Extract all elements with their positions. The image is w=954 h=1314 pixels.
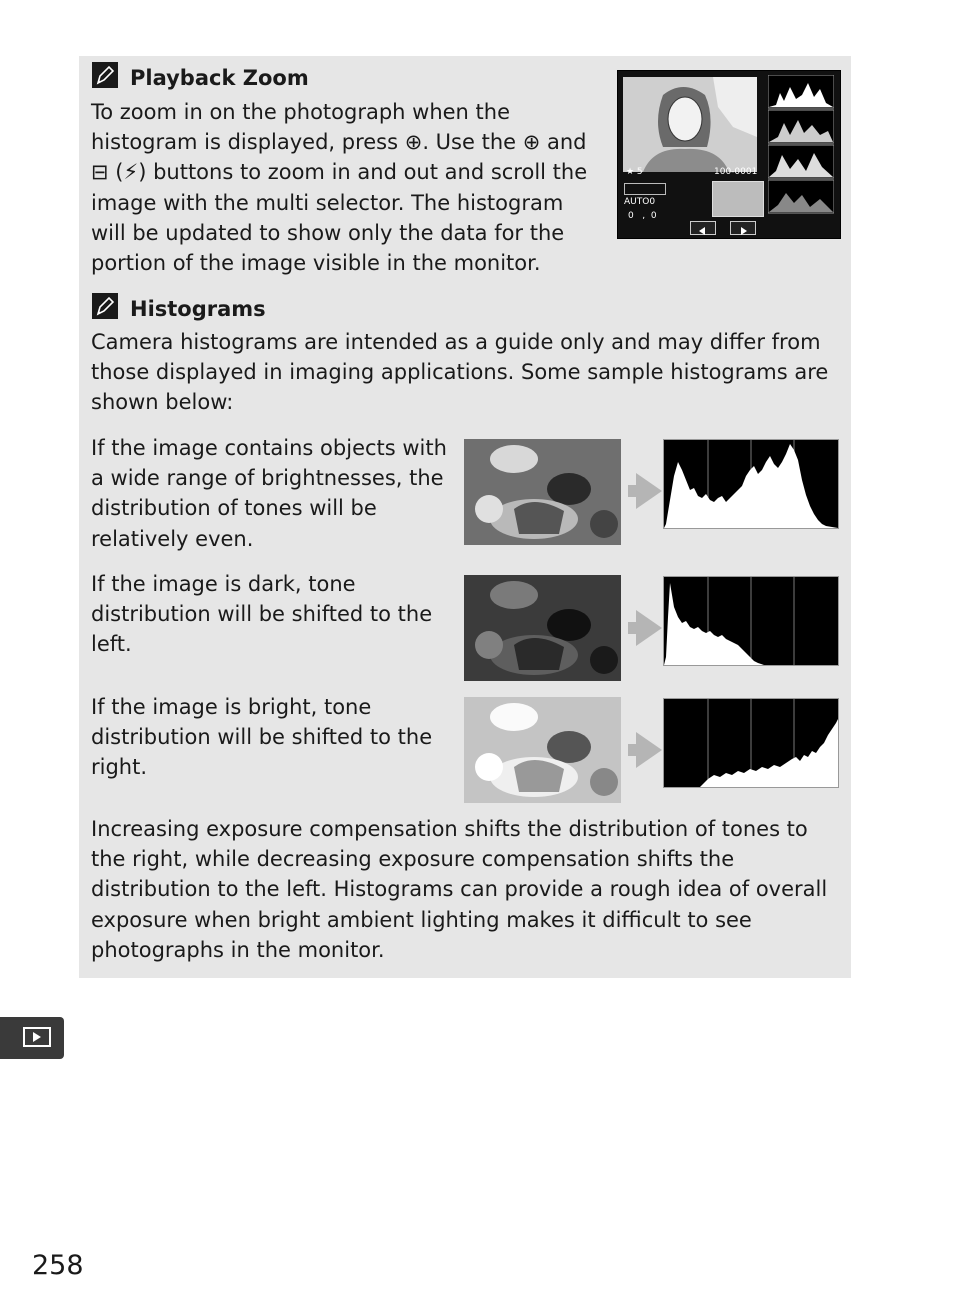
camera-monitor-illustration [617, 70, 841, 239]
arrow-icon [636, 473, 662, 509]
sample-photo-normal [464, 439, 621, 545]
screen-file-number: 100-0001 [714, 167, 758, 177]
histograms-intro: Camera histograms are intended as a guide only and may differ from those displayed in imaging applications. Some sample histograms are shown below: [91, 330, 829, 415]
screen-icons [624, 183, 666, 195]
example-bright-text: If the image is bright, tone distribution will be shifted to the right. [91, 695, 433, 780]
sample-photo-bright [464, 697, 621, 803]
histograms-title: Histograms [130, 297, 266, 321]
next-arrow-icon [730, 221, 756, 235]
screen-rating: ★ 5 [626, 167, 643, 177]
screen-values: 0 , 0 [628, 211, 657, 221]
example-even-text: If the image contains objects with a wide range of brightnesses, the distribution of tones will be relatively even. [91, 436, 447, 551]
screen-histograms [768, 75, 834, 215]
example-dark-text: If the image is dark, tone distribution will be shifted to the left. [91, 572, 433, 657]
histogram-dark [663, 576, 839, 666]
playback-zoom-title: Playback Zoom [130, 66, 309, 90]
histogram-bright [663, 698, 839, 788]
histograms-closing: Increasing exposure compensation shifts the distribution of tones to the right, while decreasing exposure compensation shifts the distribution to the left. Histograms can provide a rough idea of overall exposure when bright ambient lighting makes it difficult to see photographs in the monitor. [91, 817, 828, 962]
pencil-note-icon [92, 293, 118, 319]
navigation-thumbnail [712, 181, 764, 217]
arrow-icon [636, 732, 662, 768]
playback-zoom-text: To zoom in on the photograph when the histogram is displayed, press ⊕. Use the ⊕ and ⊟ (⚡) buttons to zoom in and out and scroll the image with the multi selector. The histogram will be updated to show only the data for the portion of the image visible in the monitor. [91, 100, 588, 276]
sample-photo-dark [464, 575, 621, 681]
histogram-even [663, 439, 839, 529]
arrow-icon [636, 610, 662, 646]
playback-section-tab [0, 1017, 64, 1059]
pencil-note-icon [92, 62, 118, 88]
screen-wb: AUTO0 [624, 197, 656, 207]
zoomed-portrait-photo [623, 77, 757, 172]
page-number: 258 [32, 1250, 84, 1281]
prev-arrow-icon [690, 221, 716, 235]
